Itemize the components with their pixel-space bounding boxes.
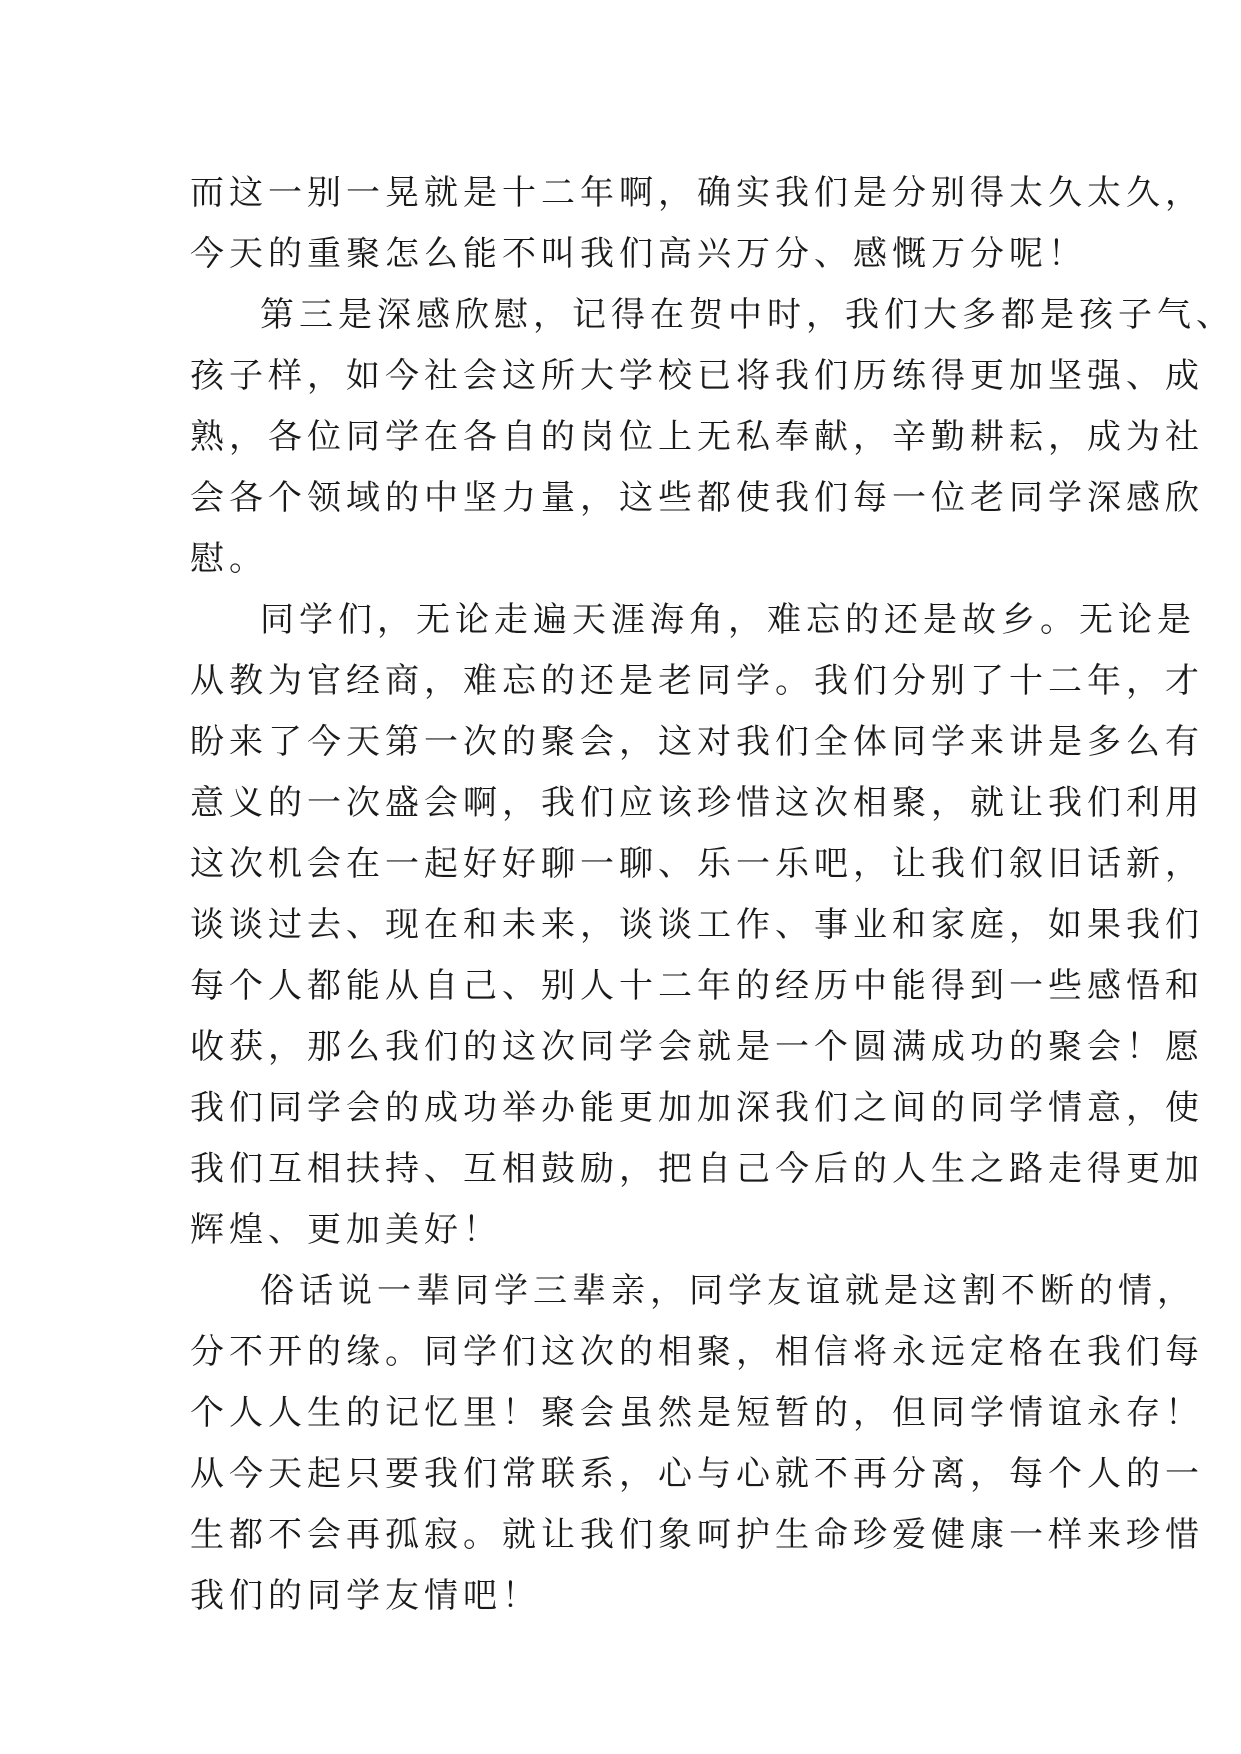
paragraph-2-line-4: 会各个领域的中坚力量，这些都使我们每一位老同学深感欣 bbox=[190, 478, 1204, 518]
paragraph-4-line-5: 生都不会再孤寂。就让我们象呵护生命珍爱健康一样来珍惜 bbox=[190, 1515, 1204, 1555]
paragraph-3-line-10: 我们互相扶持、互相鼓励，把自己今后的人生之路走得更加 bbox=[190, 1149, 1204, 1189]
paragraph-3-line-4: 意义的一次盛会啊，我们应该珍惜这次相聚，就让我们利用 bbox=[190, 783, 1204, 823]
paragraph-3-line-5: 这次机会在一起好好聊一聊、乐一乐吧，让我们叙旧话新， bbox=[190, 844, 1204, 884]
paragraph-3-line-8: 收获，那么我们的这次同学会就是一个圆满成功的聚会！愿 bbox=[190, 1027, 1204, 1067]
paragraph-4-line-2: 分不开的缘。同学们这次的相聚，相信将永远定格在我们每 bbox=[190, 1332, 1204, 1372]
paragraph-3-line-11: 辉煌、更加美好！ bbox=[190, 1210, 502, 1250]
paragraph-4-line-4: 从今天起只要我们常联系，心与心就不再分离，每个人的一 bbox=[190, 1454, 1204, 1494]
paragraph-2-line-5: 慰。 bbox=[190, 539, 268, 579]
paragraph-3-line-3: 盼来了今天第一次的聚会，这对我们全体同学来讲是多么有 bbox=[190, 722, 1204, 762]
paragraph-1-line-2: 今天的重聚怎么能不叫我们高兴万分、感慨万分呢！ bbox=[190, 234, 1087, 274]
paragraph-3-line-9: 我们同学会的成功举办能更加加深我们之间的同学情意，使 bbox=[190, 1088, 1204, 1128]
paragraph-3-line-6: 谈谈过去、现在和未来，谈谈工作、事业和家庭，如果我们 bbox=[190, 905, 1204, 945]
paragraph-4-line-3: 个人人生的记忆里！聚会虽然是短暂的，但同学情谊永存！ bbox=[190, 1393, 1204, 1433]
paragraph-2-line-1: 第三是深感欣慰，记得在贺中时，我们大多都是孩子气、 bbox=[260, 295, 1235, 335]
paragraph-4-line-6: 我们的同学友情吧！ bbox=[190, 1576, 541, 1616]
paragraph-1-line-1: 而这一别一晃就是十二年啊，确实我们是分别得太久太久， bbox=[190, 173, 1204, 213]
paragraph-3-line-7: 每个人都能从自己、别人十二年的经历中能得到一些感悟和 bbox=[190, 966, 1204, 1006]
paragraph-4-line-1: 俗话说一辈同学三辈亲，同学友谊就是这割不断的情， bbox=[260, 1271, 1196, 1311]
paragraph-3-line-1: 同学们，无论走遍天涯海角，难忘的还是故乡。无论是 bbox=[260, 600, 1196, 640]
paragraph-3-line-2: 从教为官经商，难忘的还是老同学。我们分别了十二年，才 bbox=[190, 661, 1204, 701]
paragraph-2-line-3: 熟，各位同学在各自的岗位上无私奉献，辛勤耕耘，成为社 bbox=[190, 417, 1204, 457]
paragraph-2-line-2: 孩子样，如今社会这所大学校已将我们历练得更加坚强、成 bbox=[190, 356, 1204, 396]
document-body bbox=[190, 163, 1235, 1627]
